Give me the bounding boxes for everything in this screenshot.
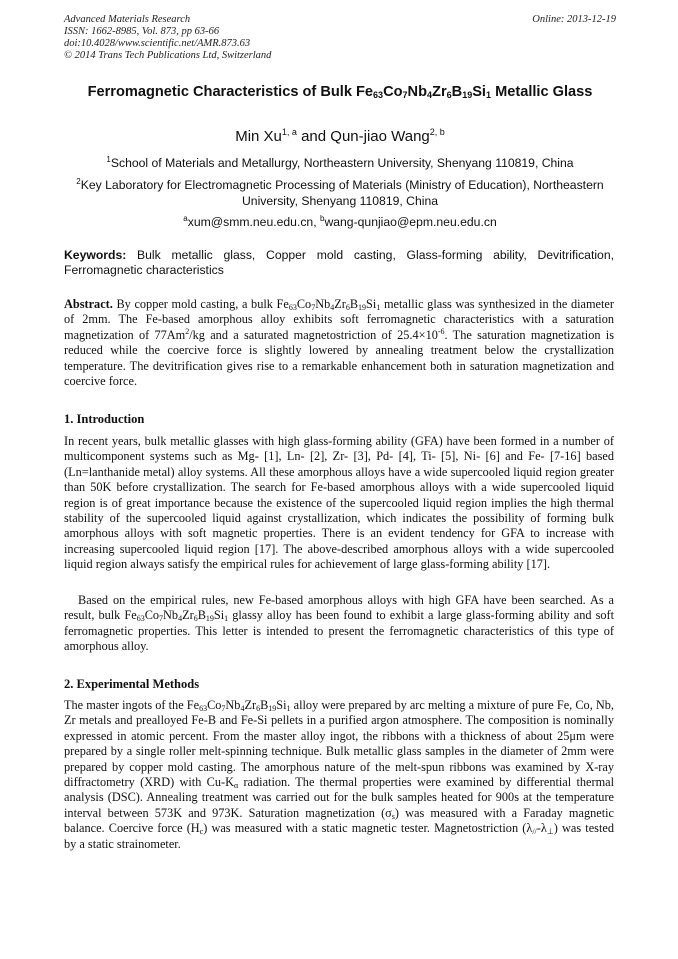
paragraph-text: alloy were prepared by arc melting a mixture of pure Fe, Co, Nb, Zr metals and prealloyed Fe-B and Fe-Si pellets in a purified argon atmosphere. The composition is nominally expressed in atomic percent. From the master alloy ingot, the ribbons with a thickness of about 25μm were prepared by a single roller melt-spinning technique. Bulk metallic glass samples in the diameter of 2mm were prepared by copper mold casting. The amorphous nature of the melt-spun ribbons was examined by X-ray diffractometry (XRD) with Cu-K <box>64 698 614 790</box>
abstract-text: By copper mold casting, a bulk Fe <box>112 297 289 311</box>
affil-text: School of Materials and Metallurgy, Northeastern University, Shenyang 110819, China <box>110 156 574 170</box>
paragraph-text: ) was measured with a Faraday magnetic balance. Coercive force (H <box>64 805 614 836</box>
title-sub: 6 <box>446 90 452 100</box>
title-part: Si <box>472 84 486 100</box>
section-heading-experimental: 2. Experimental Methods <box>64 677 200 691</box>
formula-element: B <box>260 698 269 712</box>
paragraph-text: glassy alloy has been found to exhibit a large glass-forming ability and soft ferromagnetic properties. This letter is intended to present the ferromagnetic characteristics of this type of amorphous alloy. <box>64 608 615 654</box>
formula-sub: 4 <box>240 704 245 713</box>
symbol-sub: ⊥ <box>546 827 554 837</box>
formula-element: Zr <box>182 608 194 623</box>
formula-sub: 19 <box>358 303 367 312</box>
title-sub: 63 <box>373 90 384 100</box>
author-name: Qun-jiao Wang <box>330 128 430 145</box>
author-affil-mark: 2, b <box>429 127 445 137</box>
online-date: Online: 2013-12-19 <box>532 14 616 25</box>
email-mark: a <box>183 214 188 223</box>
formula-sub: 63 <box>288 303 297 312</box>
title-part: Zr <box>432 84 447 100</box>
formula-element: Nb <box>225 698 241 712</box>
doi-line: doi:10.4028/www.scientific.net/AMR.873.63 <box>64 38 251 49</box>
formula-sub: 19 <box>268 704 277 713</box>
issn-line: ISSN: 1662-8985, Vol. 873, pp 63-66 <box>64 26 220 37</box>
paper-title <box>70 83 610 101</box>
formula-element: Zr <box>334 297 346 311</box>
title-part: Metallic Glass <box>491 84 593 100</box>
formula-sub: 1 <box>286 704 291 713</box>
copyright-line: © 2014 Trans Tech Publications Ltd, Switzerland <box>64 50 272 61</box>
symbol-sub: s <box>391 811 395 821</box>
affiliation-2 <box>60 177 620 209</box>
symbol-sub: c <box>199 827 204 837</box>
formula-element: B <box>197 608 206 623</box>
symbol-sub: α <box>233 781 239 791</box>
formula-element: Si <box>366 297 377 311</box>
section-heading-introduction: 1. Introduction <box>64 412 145 426</box>
title-part: Ferromagnetic Characteristics of Bulk Fe <box>87 84 374 100</box>
email-mark: b <box>319 214 325 223</box>
formula-sub: 7 <box>221 704 226 713</box>
keywords-text: Bulk metallic glass, Copper mold casting, Glass-forming ability, Devitrification, Ferromagnetic characteristics <box>64 248 614 277</box>
symbol-sub: // <box>532 827 537 837</box>
exponent-sup: -6 <box>437 326 445 336</box>
abstract-text: /kg and a saturated magnetostriction of 25.4×10 <box>189 327 438 342</box>
formula-sub: 6 <box>345 303 350 312</box>
author-conjunction: and <box>296 128 331 145</box>
author-emails <box>60 214 620 230</box>
paragraph-text: The master ingots of the Fe <box>64 698 200 712</box>
unit-sup: 2 <box>185 326 190 336</box>
formula-sub: 7 <box>311 303 316 312</box>
keywords <box>64 248 614 278</box>
formula-element: Co <box>207 698 222 712</box>
journal-name: Advanced Materials Research <box>64 14 191 25</box>
affil-text: Key Laboratory for Electromagnetic Processing of Materials (Ministry of Education), Northeastern University, Shenyang 110819, China <box>80 178 604 208</box>
title-part: Nb <box>407 84 428 100</box>
affil-mark: 2 <box>76 177 81 186</box>
keywords-label: Keywords: <box>64 248 127 262</box>
formula-sub: 6 <box>256 704 261 713</box>
title-part: B <box>451 84 463 100</box>
abstract-label: Abstract. <box>64 297 113 311</box>
affiliation-1 <box>60 155 620 171</box>
abstract-text: . The saturation magnetization is reduced while the coercive force is slightly lowered by annealing treatment below the crystallization temperature. The devitrification gives rise to a remarkable enhancement both in saturation magnetization and coercive force. <box>64 327 614 389</box>
paragraph-text: ) was tested by a static strainometer. <box>64 821 614 851</box>
formula-element: B <box>349 297 359 311</box>
formula-element: Zr <box>244 698 257 712</box>
formula-sub: 63 <box>136 614 145 624</box>
formula-element: Co <box>144 608 160 623</box>
formula-sub: 7 <box>159 614 164 624</box>
author-line <box>60 128 620 146</box>
title-part: Co <box>383 84 403 100</box>
author-name: Min Xu <box>235 128 282 145</box>
formula-sub: 6 <box>193 614 198 624</box>
paragraph-text: Based on the empirical rules, new Fe-based amorphous alloys with high GFA have been searched. As a result, bulk Fe <box>64 593 614 623</box>
formula-element: Co <box>296 297 312 311</box>
abstract-text: metallic glass was synthesized in the diameter of 2mm. The Fe-based amorphous alloy exhibits soft ferromagnetic characteristics with a saturation magnetization of 77Am <box>64 297 614 342</box>
formula-sub: 19 <box>205 614 214 624</box>
affil-mark: 1 <box>106 155 111 164</box>
title-sub: 4 <box>427 90 433 100</box>
formula-sub: 63 <box>199 704 208 713</box>
formula-sub: 1 <box>224 614 229 624</box>
formula-element: Nb <box>315 297 331 311</box>
title-sub: 7 <box>402 90 408 100</box>
experimental-paragraph <box>64 698 614 852</box>
journal-header <box>64 14 616 62</box>
formula-element: Nb <box>163 608 179 623</box>
title-sub: 1 <box>486 90 492 100</box>
intro-paragraph-1: In recent years, bulk metallic glasses with high glass-forming ability (GFA) have been formed in a number of multicomponent systems such as Mg- [1], Ln- [2], Zr- [3], Pd- [4], Ti- [5], Ni- [6] and Fe- [7-16] based (Ln=lanthanide metal) alloy systems. All these amorphous alloys have a wide supercooled liquid region greater than 50K before crystallization. The search for Fe-based amorphous alloys with a wide supercooled liquid region is of great importance because the existence of the supercooled liquid region implies the high thermal stability of the supercooled liquid against crystallization, which indicates the possibility of forming bulk amorphous alloys with soft magnetic properties. There is an evident tendency for GFA to increase with increasing supercooled liquid region [17]. The above-described amorphous alloys with a wide supercooled liquid region always satisfy the empirical rules for achievement of large glass-forming ability [17]. <box>64 434 614 572</box>
formula-sub: 4 <box>178 614 183 624</box>
paragraph-text: radiation. The thermal properties were examined by differential thermal analysis (DSC). Annealing treatment was carried out for the bulk samples heated for 900s at the temperature interval between 573K and 973K. Saturation magnetization (σ <box>64 775 615 820</box>
formula-sub: 1 <box>376 303 381 312</box>
email-link[interactable]: xum@smm.neu.edu.cn, <box>187 215 320 229</box>
intro-paragraph-2 <box>64 593 614 655</box>
paragraph-text: -λ <box>536 821 547 836</box>
abstract <box>64 297 614 389</box>
paragraph-text: ) was measured with a static magnetic tester. Magnetostriction (λ <box>203 821 533 836</box>
formula-element: Si <box>276 698 287 712</box>
formula-element: Si <box>213 608 225 623</box>
title-sub: 19 <box>462 90 473 100</box>
formula-sub: 4 <box>330 303 335 312</box>
author-affil-mark: 1, a <box>281 127 297 137</box>
email-link[interactable]: wang-qunjiao@epm.neu.edu.cn <box>324 215 497 229</box>
